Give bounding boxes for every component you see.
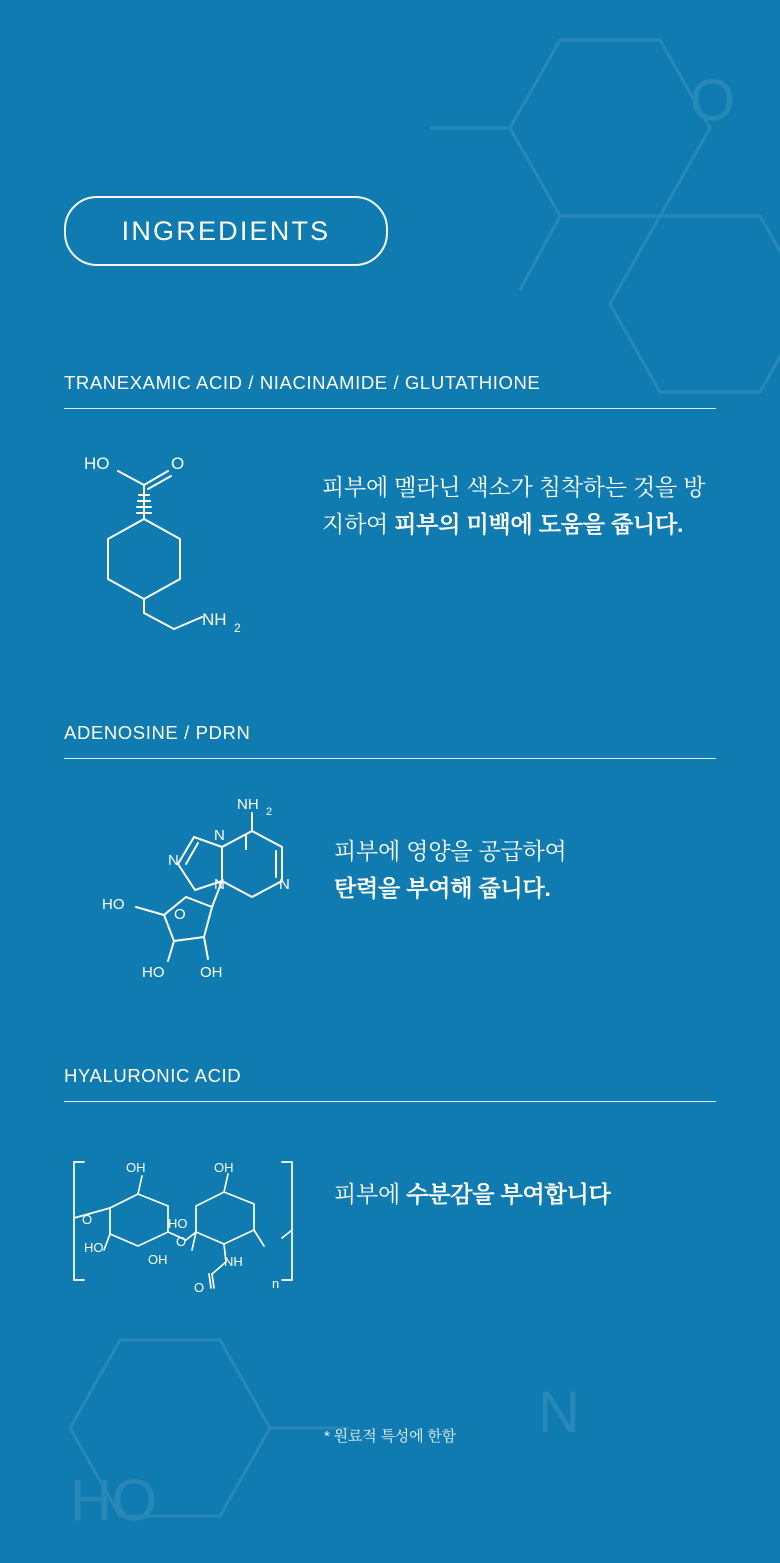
adenosine-structure xyxy=(74,785,324,995)
svg-text:N: N xyxy=(214,876,225,893)
section-1-desc-bold: 피부의 미백에 도움을 줍니다. xyxy=(394,511,684,538)
section-3-desc-plain: 피부에 xyxy=(334,1181,407,1207)
section-1-heading: TRANEXAMIC ACID / NIACINAMIDE / GLUTATHIONE xyxy=(64,372,541,393)
svg-text:N: N xyxy=(168,852,179,869)
svg-text:2: 2 xyxy=(266,806,273,818)
svg-text:n: n xyxy=(272,1276,280,1291)
svg-text:NH: NH xyxy=(237,796,259,813)
svg-text:HO: HO xyxy=(168,1216,188,1231)
svg-text:HO: HO xyxy=(142,964,165,981)
section-2-desc-bold: 탄력을 부여해 줍니다. xyxy=(334,875,551,902)
ingredient-section-2 xyxy=(64,722,716,995)
svg-text:HO: HO xyxy=(84,1240,104,1255)
page-title xyxy=(64,196,388,266)
hyaluronic-acid-structure xyxy=(64,1146,314,1296)
svg-text:N: N xyxy=(538,1380,580,1445)
svg-text:HO: HO xyxy=(84,454,110,473)
section-3-body xyxy=(64,1124,716,1296)
section-3-desc-bold: 수분감을 부여합니다 xyxy=(406,1181,611,1207)
section-2-description xyxy=(334,833,694,908)
svg-text:OH: OH xyxy=(148,1252,168,1267)
section-3-description xyxy=(334,1176,694,1213)
svg-text:O: O xyxy=(176,1234,187,1249)
ingredient-section-3 xyxy=(64,1065,716,1296)
svg-text:O: O xyxy=(174,906,186,923)
section-2-body xyxy=(64,781,716,995)
tranexamic-acid-structure xyxy=(74,441,304,641)
svg-text:HO: HO xyxy=(70,1468,157,1533)
svg-text:O: O xyxy=(171,454,185,473)
svg-text:O: O xyxy=(194,1280,205,1295)
section-1-desc-plain: 피부에 멜라닌 색소가 침착하는 것을 방지하여 xyxy=(322,474,706,538)
svg-text:N: N xyxy=(214,827,225,844)
section-3-heading: HYALURONIC ACID xyxy=(64,1065,242,1086)
page-title-label: INGREDIENTS xyxy=(121,215,331,246)
svg-text:OH: OH xyxy=(214,1160,234,1175)
svg-text:NH: NH xyxy=(202,610,227,629)
svg-text:HO: HO xyxy=(102,896,125,913)
svg-text:O: O xyxy=(690,68,736,133)
svg-text:OH: OH xyxy=(200,964,223,981)
svg-text:NH: NH xyxy=(224,1254,243,1269)
section-2-heading: ADENOSINE / PDRN xyxy=(64,722,251,743)
svg-text:OH: OH xyxy=(126,1160,146,1175)
section-1-description xyxy=(322,469,716,544)
section-1-divider xyxy=(64,408,716,409)
section-3-divider xyxy=(64,1101,716,1102)
section-1-body xyxy=(64,431,716,641)
section-2-desc-plain: 피부에 영양을 공급하여 xyxy=(334,838,567,864)
ingredient-section-1 xyxy=(64,372,716,641)
svg-text:N: N xyxy=(279,876,290,893)
svg-text:2: 2 xyxy=(234,621,241,635)
footnote: * 원료적 특성에 한함 xyxy=(324,1428,456,1445)
section-2-divider xyxy=(64,758,716,759)
svg-text:O: O xyxy=(82,1212,93,1227)
